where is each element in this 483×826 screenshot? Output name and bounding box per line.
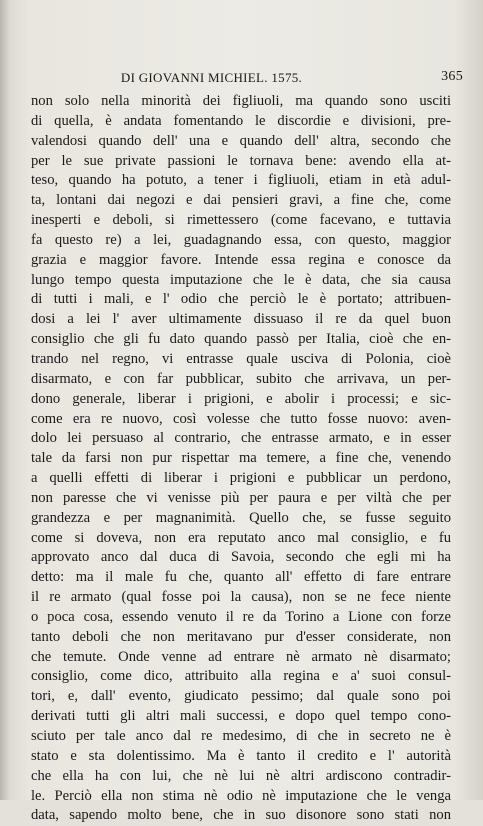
text-line: di tutti i mali, e l' odio che perciò le è portato; attribuen- bbox=[31, 291, 451, 308]
text-line: che ella ha con lui, che nè lui nè altri ardiscono contradir- bbox=[31, 767, 451, 784]
text-line: a quelli effetti di liberar i prigioni e pubblicar un perdono, bbox=[31, 470, 451, 487]
text-line: data, sapendo molto bene, che in suo disonore sono stati non bbox=[31, 807, 451, 824]
text-line: disarmato, e con far pubblicar, subito che arrivava, un per- bbox=[31, 370, 451, 387]
text-line: le. Perciò ella non stima nè odio nè imputazione che le venga bbox=[31, 787, 451, 804]
text-line: grazia e maggior favore. Intende essa regina e conosce da bbox=[31, 251, 451, 268]
text-line: derivati tutti gli altri mali successi, e dopo quel tempo cono- bbox=[31, 708, 451, 725]
text-line: trando nel regno, vi entrasse quale usciva di Polonia, cioè bbox=[31, 350, 451, 367]
page-number: 365 bbox=[441, 69, 463, 84]
running-title: DI GIOVANNI MICHIEL. 1575. bbox=[120, 70, 303, 85]
body-text bbox=[31, 92, 451, 826]
text-line: tale da farsi non pur rispettar ma temere, a fine che, venendo bbox=[31, 450, 451, 467]
text-line: dosi a lei l' aver ultimamente dissuaso il re da quel buon bbox=[31, 311, 451, 328]
text-line: o poca cosa, essendo venuto il re da Torino a Lione con forze bbox=[31, 608, 451, 625]
text-line: sciuto per tale anco dal re medesimo, di che in secreto ne è bbox=[31, 728, 451, 744]
text-line: per le sue private passioni le tornava bene: avendo ella at- bbox=[31, 152, 451, 169]
text-line: detto: ma il male fu che, quanto all' effetto di fare entrare bbox=[31, 569, 451, 586]
text-line: non solo nella minorità dei figliuoli, ma quando sono usciti bbox=[31, 93, 451, 109]
text-line: tanto deboli che non meritavano pur d'esser considerate, non bbox=[31, 628, 451, 645]
text-line: lungo tempo questa imputazione che le è data, che sia causa bbox=[31, 271, 451, 288]
text-line: consiglio, come dico, attribuito alla regina e a' suoi consul- bbox=[31, 668, 451, 685]
text-line: ta, lontani dai negozi e dai pensieri gravi, a fine che, come bbox=[31, 192, 451, 209]
text-line: il re armato (qual fosse poi la causa), non se ne fece niente bbox=[31, 589, 451, 606]
text-line: come era re nuovo, così volesse che tutto fosse nuovo: aven- bbox=[31, 410, 451, 427]
text-line: dono generale, liberar i prigioni, e abolir i processi; e sic- bbox=[31, 390, 451, 407]
text-line: grandezza e per magnanimità. Quello che, se fusse seguito bbox=[31, 509, 451, 526]
text-line: stato e sta dolentissimo. Ma è tanto il credito e l' autorità bbox=[31, 747, 451, 764]
text-line: fa questo re) a lei, guadagnando essa, con questo, maggior bbox=[31, 231, 451, 248]
text-line: consiglio che gli fu dato quando passò per Italia, cioè che en- bbox=[31, 331, 451, 348]
text-line: approvato anco dal duca di Savoia, secondo che egli mi ha bbox=[31, 549, 451, 566]
text-line: non paresse che vi venisse più per paura e per viltà che per bbox=[31, 489, 451, 506]
text-line: che temute. Onde venne ad entrare nè armato nè disarmato; bbox=[31, 648, 451, 665]
text-line: inesperti e deboli, si rimettessero (come facevano, e tuttavia bbox=[31, 212, 451, 229]
text-line: dolo lei persuaso al contrario, che entrasse armato, e in esser bbox=[31, 430, 451, 447]
gutter-shadow bbox=[0, 0, 10, 800]
running-head bbox=[30, 70, 463, 88]
text-line: tori, e, dall' evento, giudicato pessimo; dal quale sono poi bbox=[31, 688, 451, 705]
text-line: di quella, è andata fomentando le discordie e divisioni, pre- bbox=[31, 112, 451, 129]
text-line: valendosi quando dell' una e quando dell' altra, secondo che bbox=[31, 132, 451, 149]
text-line: teso, quando ha potuto, a tener i figliuoli, etiam in età adul- bbox=[31, 172, 451, 189]
text-line: come si doveva, non era reputato anco mal consiglio, e fu bbox=[31, 529, 451, 546]
